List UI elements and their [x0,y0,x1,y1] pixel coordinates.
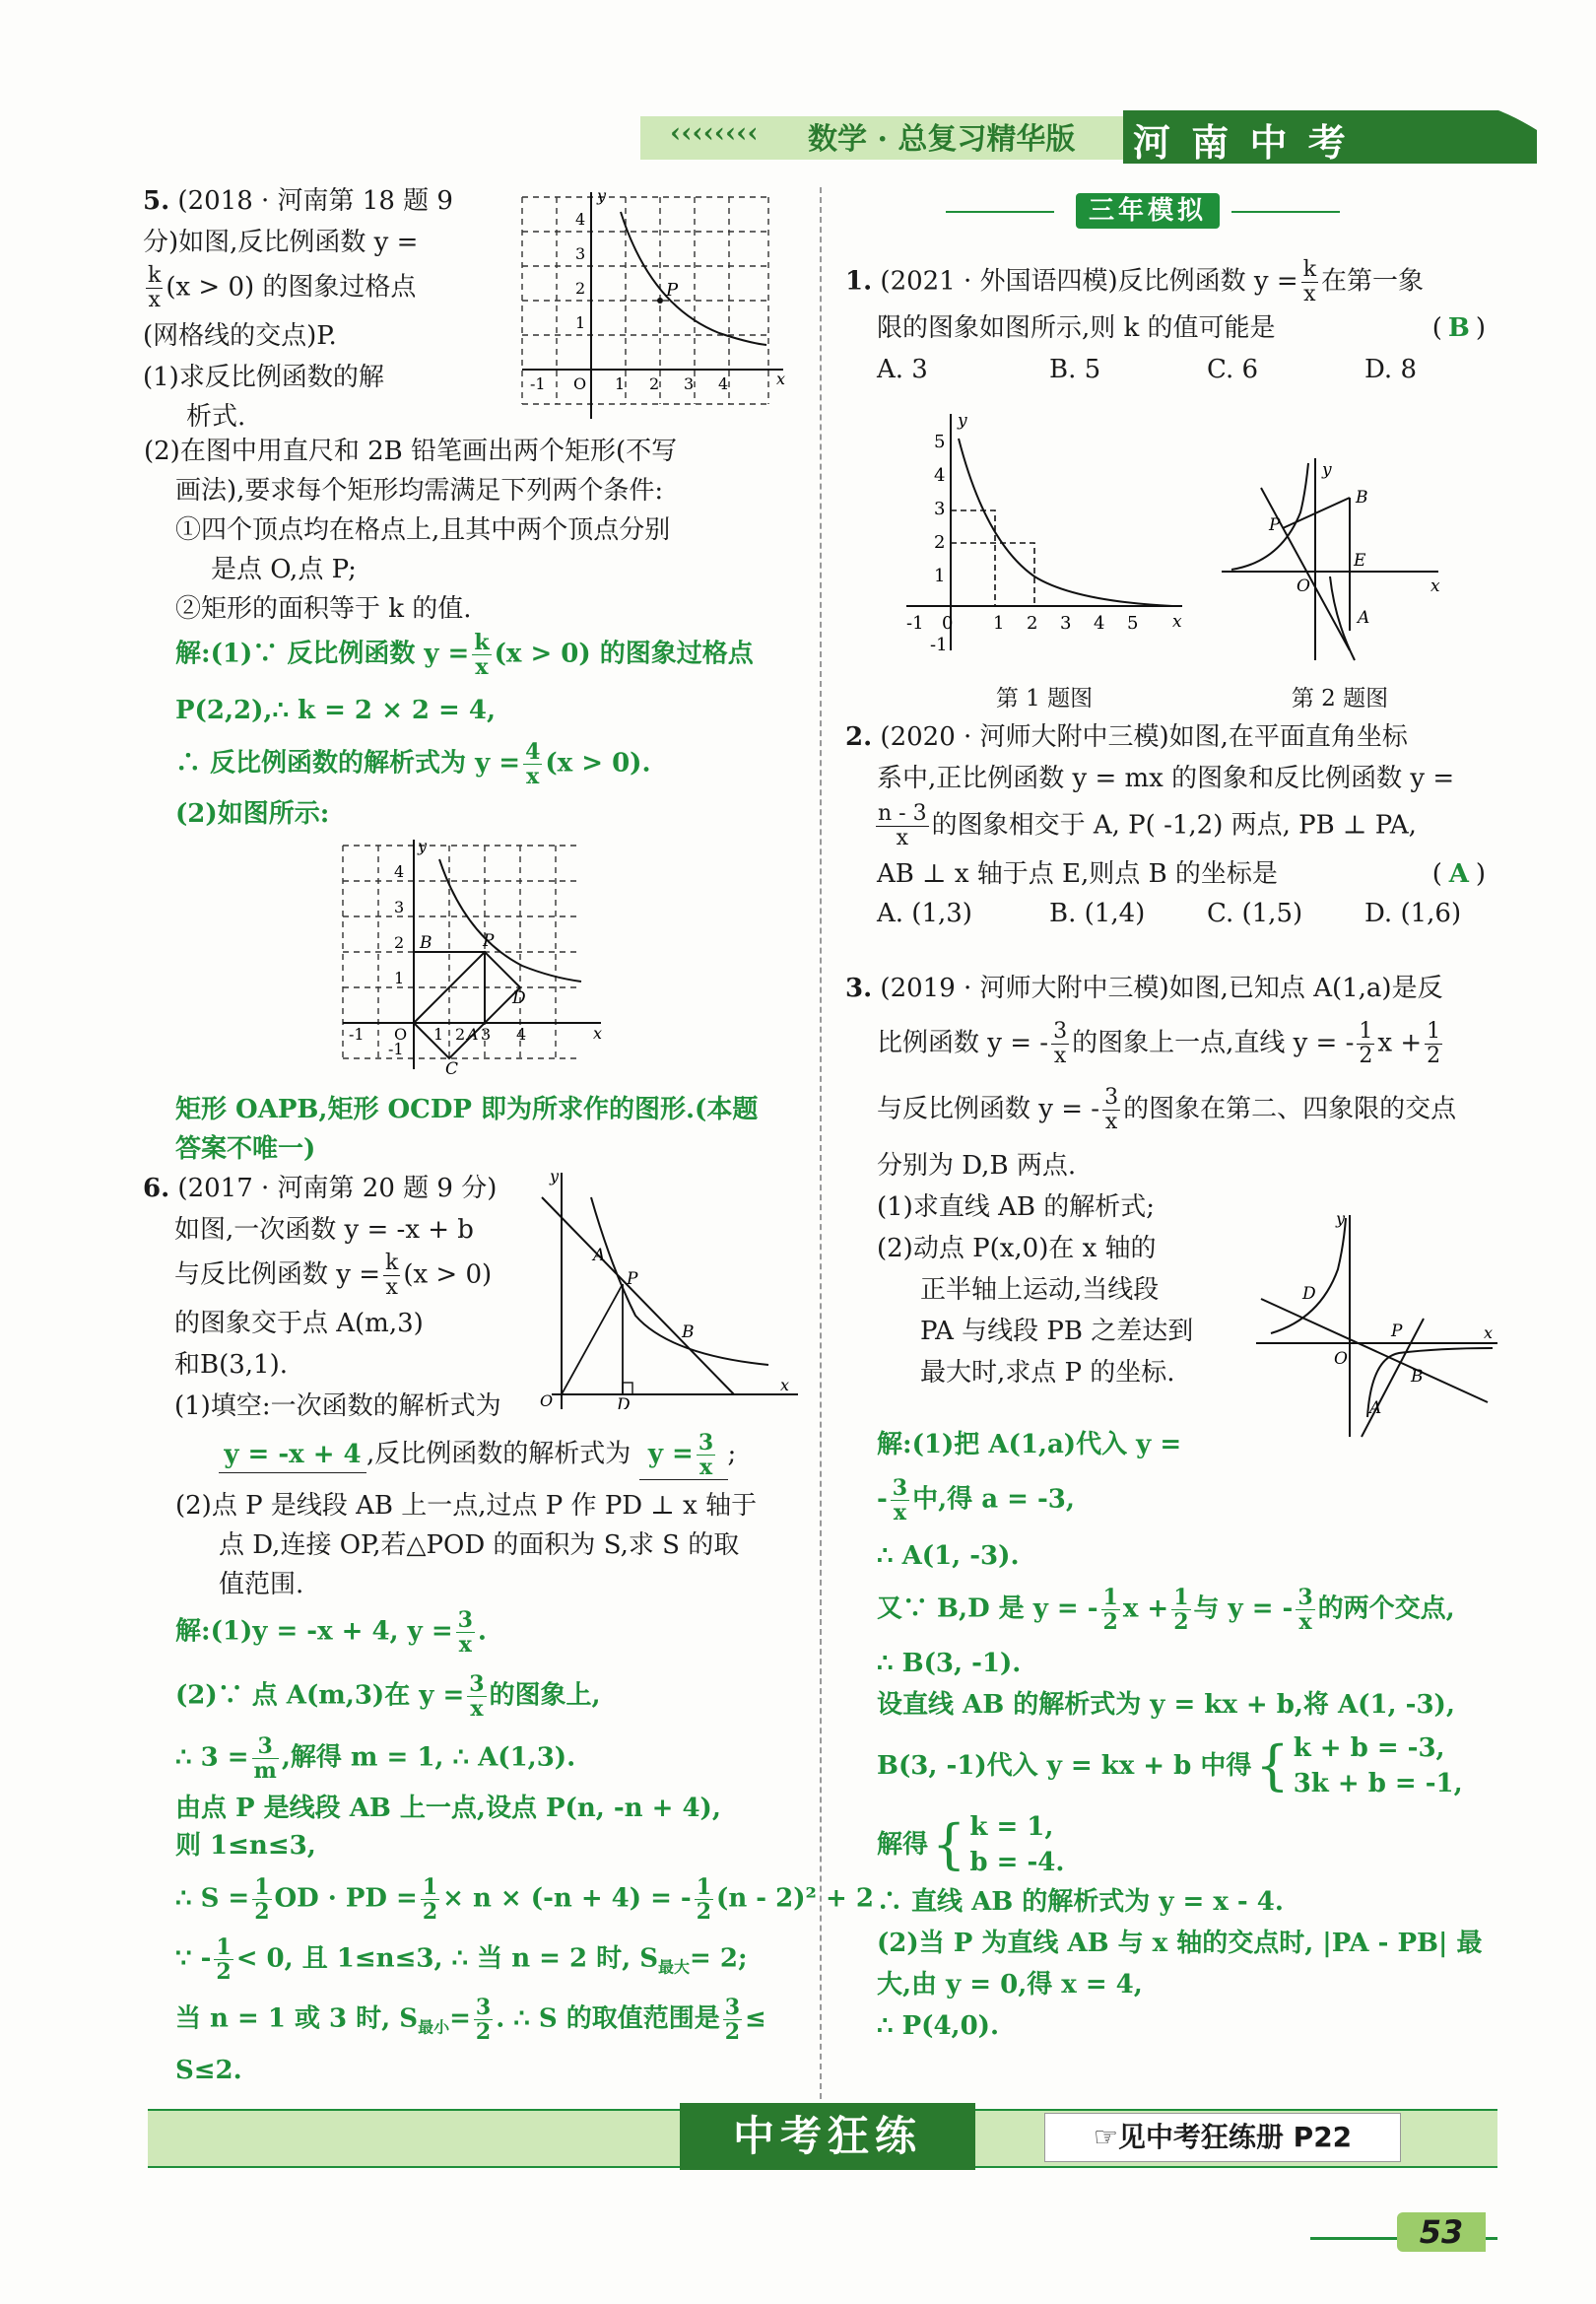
q5-cond1-b: 是点 O,点 P; [211,555,357,584]
svg-text:B: B [420,933,432,953]
svg-text:A: A [1358,608,1370,628]
svg-text:2: 2 [649,374,660,393]
q5-sol-line1b: (x > 0) 的图象过格点 [494,639,754,669]
r-q1-figure [897,404,1182,670]
r-q2-options [845,896,1496,931]
q6-mid-text: ,反比例函数的解析式为 [366,1439,632,1469]
r-q3-system1-eq2: 3k + b = -1, [1293,1769,1463,1798]
r-q3-system2-eq1: k = 1, [969,1812,1054,1842]
q5-fraction: $\frac{k}{x}$ [148,263,162,312]
r-q1-option-b: B. 5 [1049,355,1101,384]
svg-text:1: 1 [615,374,626,393]
header-arrows: ‹‹‹‹‹‹‹‹ [670,116,759,149]
r-q2-line2: 系中,正比例函数 y = mx 的图象和反比例函数 y = [877,764,1455,793]
q6-source: (2017 · 河南第 20 题 9 分) [177,1174,498,1203]
q6-solution: 解:(1)y = -x + 4, y = $\frac{3}{x}$ . (2)∵ 点 A(m,3)在 y = $\frac{3}{x}$ 的图象上, ∴ 3 = $\frac{3}{m}$ ,解得 m = 1, ∴ A(1,3). 由点 P 是线段 AB 上一点,设点 P(n, -n + 4), 则 1≤n≤3, ∴ S = $\frac{1}{2}$ OD · PD = $\frac{1}{2}$ × n × (-n + 4) = - $\frac{1}{2}$ (n - 2)² + 2 ∵ - $\frac{1}{2}$ < 0, 且 1≤n≤3, ∴ 当 n = 2 时, $S_{最大}= 2$; 当 n = 1 或 3 时, $S_{最小}=$ $\frac{3}{2}$ . ∴ S 的取值范围是 $\frac{3}{2}$ ≤ S≤2. [175,1608,806,2088]
svg-text:3: 3 [684,374,695,393]
q6-sol-line1: 解:(1)y = -x + 4, y = [175,1616,453,1647]
r-q1-option-d: D. 8 [1364,355,1417,384]
r-q3-number: 3. [845,974,873,1003]
svg-text:-1: -1 [906,613,924,634]
r-q2-caption: 第 2 题图 [1291,686,1389,712]
q6-blanks [219,1431,810,1480]
svg-text:-1: -1 [388,1040,404,1058]
svg-text:1: 1 [575,313,586,332]
q5-conclusion [175,1092,806,1167]
svg-text:-1: -1 [930,635,948,655]
svg-text:A: A [593,1246,606,1265]
r-q3-line2c: x + [1377,1028,1423,1058]
q6-sol-line7c: = 2; [690,1943,748,1974]
q6-sol-line7a: ∵ - [175,1943,212,1974]
svg-text:4: 4 [575,210,586,229]
q5-sol-line6: 答案不唯一) [175,1134,316,1164]
q5-cond2: ②矩形的面积等于 k 的值. [175,594,472,624]
q5-solution-figure [335,838,611,1074]
r-q1-number: 1. [845,266,873,297]
q5-line4: (网格线的交点)P. [143,321,337,351]
q5-number: 5. [143,186,170,216]
r-q1-option-c: C. 6 [1207,355,1259,384]
q6-line3a: 与反比例函数 y = [174,1259,381,1290]
svg-text:5: 5 [1127,613,1139,634]
column-divider [820,187,822,2099]
svg-text:x: x [593,1024,603,1043]
svg-text:O: O [394,1025,408,1044]
q5-part2-b: 画法),要求每个矩形均需满足下列两个条件: [175,476,664,506]
q6-sol-line8c: . ∴ S 的取值范围是 [496,2003,720,2034]
svg-text:D: D [1302,1284,1316,1304]
q6-part2 [175,1488,806,1602]
r-q1-line2: 限的图象如图所示,则 k 的值可能是 [877,313,1276,343]
header-book-title: 数学 · 总复习精华版 [808,122,1076,157]
header-brand: 河 南 中 考 [1133,120,1350,165]
r-q3-part2-c: PA 与线段 PB 之差达到 [920,1317,1194,1346]
r-q3-line1: (2019 · 河师大附中三模)如图,已知点 A(1,a)是反 [880,974,1443,1003]
r-q2-line1: (2020 · 河师大附中三模)如图,在平面直角坐标 [880,722,1408,752]
q6-line2: 如图,一次函数 y = -x + b [174,1215,474,1245]
r-q1-line1a: (2021 · 外国语四模)反比例函数 y = [880,266,1298,297]
q5-part2-a: (2)在图中用直尺和 2B 铅笔画出两个矩形(不写 [144,437,678,466]
q6-sol-line4: 由点 P 是线段 AB 上一点,设点 P(n, -n + 4), [175,1794,721,1823]
q6-sol-line6d: (n - 2)² + 2 [716,1883,874,1914]
q5-part1-a: (1)求反比例函数的解 [143,363,384,392]
svg-text:2: 2 [575,279,586,298]
q5-sol-line3b: (x > 0). [545,748,651,779]
q6-part2-c: 值范围. [219,1570,304,1599]
r-q3-sol-line6: 设直线 AB 的解析式为 y = kx + b,将 A(1, -3), [877,1690,1455,1720]
r-q1-caption: 第 1 题图 [995,686,1094,712]
q6-sol-line3b: ,解得 m = 1, ∴ A(1,3). [281,1742,576,1773]
r-q3-line3a: 与反比例函数 y = - [877,1094,1100,1124]
r-q1-block: 1. (2021 · 外国语四模)反比例函数 y = $\frac{k}{x}$ 在第一象 限的图象如图所示,则 k 的值可能是 ( B ) A. 3 B. 5 C. 6 D. 8 [845,258,1496,387]
r-q2-line4: AB ⊥ x 轴于点 E,则点 B 的坐标是 [877,859,1278,889]
q6-number: 6. [143,1174,170,1203]
q5-grid [522,197,768,404]
q5-part2 [144,434,816,627]
header-bar [0,110,1596,164]
r-q3-line2a: 比例函数 y = - [877,1028,1049,1058]
svg-text:1: 1 [993,613,1005,634]
q6-figure [532,1168,798,1409]
svg-text:B: B [1356,488,1368,508]
q6-line5: 和B(3,1). [174,1350,289,1380]
r-q3-sol-line2a: - [877,1484,888,1515]
r-q3-solution: 解:(1)把 A(1,a)代入 y = - $\frac{3}{x}$ 中,得 a = -3, ∴ A(1, -3). 又∵ B,D 是 y = - $\frac{1}{2}$ x + $\frac{1}{2}$ 与 y = - $\frac{3}{x}$ 的两个交点, ∴ B(3, -1). 设直线 AB 的解析式为 y = kx + b,将 A(1, -3), B(3, -1)代入 y = kx + b 中得 { k + b = -3, 3k + b = -1, 解得 { k = 1, b = -4. ∴ 直线 AB 的解析式为 y = x - 4. (2)当 P 为直线 AB 与 x 轴的交点时, |PA - PB| 最 大,由 y = 0,得 x = 4, ∴ P(4,0). [877,1427,1507,2044]
r-q1-option-a: A. 3 [877,355,928,384]
svg-text:-1: -1 [530,374,546,393]
svg-text:x: x [1484,1323,1494,1342]
svg-text:2: 2 [455,1025,466,1044]
svg-text:B: B [1411,1367,1424,1387]
r-q3-sol-line5: ∴ B(3, -1). [877,1649,1022,1678]
r-q2-figure [1212,453,1448,670]
svg-text:P: P [666,280,679,301]
q5-solution: 解:(1)∵ 反比例函数 y = $\frac{k}{x}$ (x > 0) 的图象过格点 P(2,2),∴ k = 2 × 2 = 4, ∴ 反比例函数的解析式为 y = $\frac{4}{x}$ (x > 0). (2)如图所示: [175,631,816,832]
q6-sol-line2a: (2)∵ 点 A(m,3)在 y = [175,1680,465,1711]
svg-text:P: P [483,931,495,951]
svg-text:O: O [573,374,587,393]
q6-sol-line8d: ≤ [745,2003,766,2034]
r-q3-sol-line2b: 中,得 a = -3, [912,1484,1075,1515]
q5-line2: 分)如图,反比例函数 y = [143,228,419,257]
q5-sol-line2: P(2,2),∴ k = 2 × 2 = 4, [175,696,497,725]
r-q1-line1b: 在第一象 [1321,266,1425,297]
r-q1-options [845,352,1496,387]
svg-text:1: 1 [934,566,946,586]
r-q3-line2b: 的图象上一点,直线 y = - [1072,1028,1355,1058]
svg-text:P: P [1391,1321,1403,1341]
q6-sol-line2b: 的图象上, [489,1680,601,1711]
r-q3-sol-line4c: 与 y = - [1193,1593,1294,1624]
svg-text:2: 2 [1027,613,1038,634]
r-q1-answer: B [1447,313,1470,343]
q5-cond1-a: ①四个顶点均在格点上,且其中两个顶点分别 [175,515,671,545]
svg-text:O: O [1334,1349,1348,1369]
svg-text:x: x [776,370,786,388]
q6-block: 6. (2017 · 河南第 20 题 9 分) 如图,一次函数 y = -x + b 与反比例函数 y = $\frac{k}{x}$ (x > 0) 的图象交于点 A(m,3) 和B(3,1). (1)填空:一次函数的解析式为 [143,1171,537,1424]
svg-text:D: D [617,1395,631,1409]
svg-text:y: y [418,838,428,855]
q6-sol-line5: 则 1≤n≤3, [175,1831,316,1861]
r-q3-sol-line11: 大,由 y = 0,得 x = 4, [877,1970,1143,1999]
r-q3-line4: 分别为 D,B 两点. [877,1151,1077,1181]
svg-text:P: P [1269,515,1281,535]
r-q2-answer: A [1448,859,1469,889]
svg-text:D: D [512,988,526,1008]
q6-answer-linear: y = -x + 4 [219,1437,366,1473]
svg-text:4: 4 [718,374,729,393]
footer-reference[interactable]: ☞见中考狂练册 P22 [1044,2113,1401,2162]
section-badge: 三年模拟 [1076,193,1220,229]
r-q3-sol-line10: (2)当 P 为直线 AB 与 x 轴的交点时, |PA - PB| 最 [877,1929,1483,1958]
r-q2-option-a: A. (1,3) [877,899,972,928]
r-q3-figure [1251,1210,1497,1442]
svg-text:1: 1 [433,1025,444,1044]
svg-text:1: 1 [394,969,405,987]
svg-text:A: A [467,1025,479,1044]
svg-text:y: y [550,1168,560,1186]
r-q3-part2-d: 最大时,求点 P 的坐标. [920,1358,1175,1388]
svg-text:3: 3 [1060,613,1072,634]
q6-line4: 的图象交于点 A(m,3) [174,1309,424,1338]
svg-text:y: y [1336,1210,1346,1228]
q5-sol-line4: (2)如图所示: [175,799,330,829]
svg-text:4: 4 [1094,613,1105,634]
q6-sol-line9: S≤2. [175,2056,242,2086]
q6-sol-line8b: = [449,2003,471,2034]
svg-text:2: 2 [934,532,946,553]
q6-sol-line3a: ∴ 3 = [175,1742,249,1773]
r-q3-sol-line8a: 解得 [877,1830,929,1860]
svg-text:4: 4 [934,465,946,486]
q6-part2-b: 点 D,连接 OP,若△POD 的面积为 S,求 S 的取 [219,1530,740,1560]
page-number: 53 [1397,2212,1486,2252]
svg-text:C: C [445,1059,459,1074]
svg-text:E: E [1354,551,1366,571]
section-header [946,193,1340,233]
svg-text:3: 3 [481,1025,492,1044]
svg-text:x: x [1430,576,1440,596]
svg-text:y: y [1322,460,1332,480]
q6-answer-inverse: y = $\frac{3}{x}$ [639,1431,728,1480]
r-q3-sol-line4d: 的两个交点, [1317,1593,1455,1624]
r-q3-sol-line1: 解:(1)把 A(1,a)代入 y = [877,1430,1182,1459]
r-q3-part1: (1)求直线 AB 的解析式; [877,1192,1156,1222]
svg-text:0: 0 [942,613,954,634]
svg-text:x: x [1172,612,1182,632]
r-q2-line3: 的图象相交于 A, P( -1,2) 两点, PB ⊥ PA, [931,810,1417,841]
q5-sol-line3a: ∴ 反比例函数的解析式为 y = [175,748,521,779]
svg-text:O: O [1297,576,1310,596]
svg-text:4: 4 [394,862,405,881]
r-q3-sol-line12: ∴ P(4,0). [877,2011,1000,2041]
q6-sol-line6c: × n × (-n + 4) = - [442,1883,692,1914]
svg-text:5: 5 [934,432,946,452]
q5-source: (2018 · 河南第 18 题 9 [177,186,453,216]
header-banner [0,110,1596,164]
q5-figure [512,187,788,434]
r-q3-sol-line9: ∴ 直线 AB 的解析式为 y = x - 4. [877,1887,1284,1917]
svg-text:3: 3 [575,244,586,263]
r-q3-system1-eq1: k + b = -3, [1293,1733,1445,1763]
q6-sol-line6b: OD · PD = [274,1883,418,1914]
q6-sol-line7b: < 0, 且 1≤n≤3, ∴ 当 n = 2 时, S [235,1943,659,1974]
q5-line3: (x > 0) 的图象过格点 [166,272,417,303]
q6-part1: (1)填空:一次函数的解析式为 [174,1391,501,1421]
r-q3-sol-line4b: x + [1122,1593,1169,1624]
q6-line3b: (x > 0) [403,1259,493,1290]
q6-sub-max: 最大 [658,1957,691,1977]
r-q3-part2-a: (2)动点 P(x,0)在 x 轴的 [877,1234,1157,1263]
svg-text:2: 2 [394,933,405,952]
r-q3-sol-line3: ∴ A(1, -3). [877,1541,1020,1571]
q6-sol-line8a: 当 n = 1 或 3 时, S [175,2003,419,2034]
svg-text:A: A [1369,1398,1382,1418]
q6-sol-line6a: ∴ S = [175,1883,250,1914]
svg-text:4: 4 [516,1025,527,1044]
svg-text:y: y [597,187,607,205]
svg-text:O: O [540,1391,554,1409]
svg-text:x: x [780,1376,790,1394]
q6-sub-min: 最小 [418,2017,450,2037]
svg-text:3: 3 [394,898,405,916]
r-q2-option-d: D. (1,6) [1364,899,1462,928]
r-q3-part2-b: 正半轴上运动,当线段 [920,1275,1160,1305]
r-q3-system2-eq2: b = -4. [969,1848,1065,1877]
r-q3-block: 3. (2019 · 河师大附中三模)如图,已知点 A(1,a)是反 比例函数 y = - $\frac{3}{x}$ 的图象上一点,直线 y = - $\frac{1}{2}$ x + $\frac{1}{2}$ 与反比例函数 y = - $\frac{3}{x}$ 的图象在第二、四象限的交点 分别为 D,B 两点. (1)求直线 AB 的解析式; (2)动点 P(x,0)在 x 轴的 正半轴上运动,当线段 PA 与线段 PB 之差达到 最大时,求点 P 的坐标. [845,971,1496,1390]
svg-text:y: y [958,411,967,431]
r-q2-option-b: B. (1,4) [1049,899,1146,928]
footer-banner: 中考狂练 [680,2103,975,2170]
q5-part1-b: 析式. [186,402,246,432]
svg-text:P: P [627,1269,638,1289]
q6-part2-a: (2)点 P 是线段 AB 上一点,过点 P 作 PD ⊥ x 轴于 [175,1491,758,1521]
r-q2-option-c: C. (1,5) [1207,899,1303,928]
svg-text:B: B [682,1322,695,1342]
q5-sol-line5: 矩形 OAPB,矩形 OCDP 即为所求作的图形.(本题 [175,1095,759,1124]
svg-text:3: 3 [934,499,946,519]
r-q3-line3b: 的图象在第二、四象限的交点 [1123,1094,1457,1124]
q6-semicolon: ; [727,1439,737,1469]
q5-sol-line1a: 解:(1)∵ 反比例函数 y = [175,639,470,669]
svg-text:-1: -1 [349,1025,365,1044]
r-q3-sol-line4a: 又∵ B,D 是 y = - [877,1593,1098,1624]
r-q2-number: 2. [845,722,873,752]
r-q2-block: 2. (2020 · 河师大附中三模)如图,在平面直角坐标 系中,正比例函数 y = mx 的图象和反比例函数 y = $\frac{n - 3}{x}$ 的图象相交于 A, P( -1,2) 两点, PB ⊥ PA, AB ⊥ x 轴于点 E,则点 B 的坐标是 ( A ) A. (1,3) B. (1,4) C. (1,5) D. (1,6) [845,719,1496,931]
r-q3-sol-line7a: B(3, -1)代入 y = kx + b 中得 [877,1751,1252,1781]
